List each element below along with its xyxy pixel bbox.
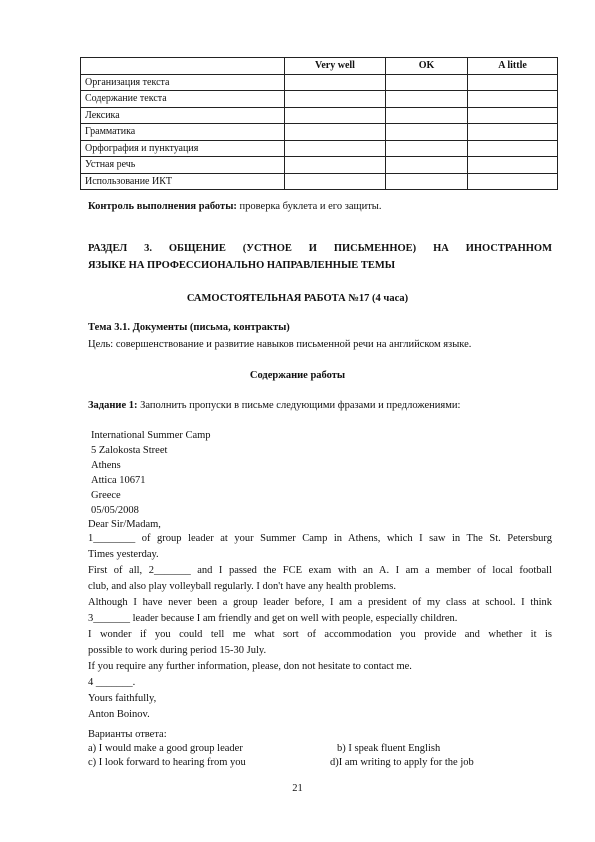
letter-paragraph-1-line1: 1________ of group leader at your Summer Camp in Athens, which I saw in The St. Petersburg bbox=[88, 533, 552, 544]
address-line: Greece bbox=[91, 490, 121, 501]
section-heading-line2: ЯЗЫКЕ НА ПРОФЕССИОНАЛЬНО НАПРАВЛЕННЫЕ ТЕМЫ bbox=[88, 260, 396, 271]
letter-closing: Yours faithfully, bbox=[88, 693, 157, 704]
control-label: Контроль выполнения работы: bbox=[88, 201, 237, 212]
table-row-label: Использование ИКТ bbox=[81, 173, 285, 190]
table-cell bbox=[386, 107, 468, 124]
table-cell bbox=[285, 91, 386, 108]
table-cell bbox=[386, 74, 468, 91]
letter-paragraph-2-line2: club, and also play volleyball regularly. I don't have any health problems. bbox=[88, 581, 396, 592]
table-row bbox=[81, 140, 558, 157]
letter-paragraph-1-line2: Times yesterday. bbox=[88, 549, 159, 560]
letter-paragraph-3-line2: 3_______ leader because I am friendly and get on well with people, especially children. bbox=[88, 613, 458, 624]
task-text: Заполнить пропуски в письме следующими фразами и предложениями: bbox=[137, 400, 461, 411]
table-row bbox=[81, 91, 558, 108]
control-line bbox=[88, 201, 382, 212]
table-row bbox=[81, 107, 558, 124]
table-cell bbox=[285, 173, 386, 190]
table-row bbox=[81, 173, 558, 190]
letter-paragraph-2-line1: First of all, 2_______ and I passed the FCE exam with an A. I am a member of local football bbox=[88, 565, 552, 576]
letter-date: 05/05/2008 bbox=[91, 505, 139, 516]
letter-paragraph-4-line2: possible to work during period 15-30 July. bbox=[88, 645, 267, 656]
table-cell bbox=[285, 107, 386, 124]
work-title: САМОСТОЯТЕЛЬНАЯ РАБОТА №17 (4 часа) bbox=[186, 293, 409, 304]
letter-signature-name: Anton Boinov. bbox=[88, 709, 150, 720]
task-label: Задание 1: bbox=[88, 400, 138, 411]
section-heading-line1: РАЗДЕЛ 3. ОБЩЕНИЕ (УСТНОЕ И ПИСЬМЕННОЕ) НА ИНОСТРАННОМ bbox=[88, 243, 552, 254]
control-text: проверка буклета и его защиты. bbox=[236, 201, 382, 212]
table-row bbox=[81, 124, 558, 141]
goal-line: Цель: совершенствование и развитие навыков письменной речи на английском языке. bbox=[88, 339, 472, 350]
table-row bbox=[81, 74, 558, 91]
table-cell bbox=[386, 124, 468, 141]
option-d: d)I am writing to apply for the job bbox=[330, 757, 474, 768]
option-c: c) I look forward to hearing from you bbox=[88, 757, 246, 768]
table-row-label: Грамматика bbox=[81, 124, 285, 141]
table-row bbox=[81, 157, 558, 174]
table-row-label: Содержание текста bbox=[81, 91, 285, 108]
table-header-row bbox=[81, 58, 558, 75]
letter-paragraph-4-line1: I wonder if you could tell me what sort of accommodation you provide and whether it is bbox=[88, 629, 552, 640]
option-b: b) I speak fluent English bbox=[337, 743, 441, 754]
table-cell bbox=[285, 124, 386, 141]
table-cell bbox=[468, 157, 558, 174]
table-cell bbox=[386, 140, 468, 157]
table-header-cell: Very well bbox=[285, 58, 386, 75]
table-row-label: Устная речь bbox=[81, 157, 285, 174]
letter-greeting: Dear Sir/Madam, bbox=[88, 519, 161, 530]
content-heading: Содержание работы bbox=[249, 370, 346, 381]
letter-paragraph-3-line1: Although I have never been a group leader before, I am a president of my class at school. I think bbox=[88, 597, 552, 608]
table-cell bbox=[285, 157, 386, 174]
table-row-label: Орфография и пунктуация bbox=[81, 140, 285, 157]
table-header-cell: OK bbox=[386, 58, 468, 75]
table-row-label: Лексика bbox=[81, 107, 285, 124]
table-row-label: Организация текста bbox=[81, 74, 285, 91]
topic-line: Тема 3.1. Документы (письма, контракты) bbox=[88, 322, 290, 333]
address-line: International Summer Camp bbox=[91, 430, 211, 441]
address-line: Athens bbox=[91, 460, 121, 471]
letter-paragraph-6: 4 _______. bbox=[88, 677, 136, 688]
table-cell bbox=[386, 157, 468, 174]
page-number: 21 bbox=[292, 783, 303, 794]
table-header-cell bbox=[81, 58, 285, 75]
table-cell bbox=[285, 74, 386, 91]
letter-paragraph-5: If you require any further information, please, don not hesitate to contact me. bbox=[88, 661, 412, 672]
table-cell bbox=[468, 91, 558, 108]
address-line: Attica 10671 bbox=[91, 475, 146, 486]
task-line bbox=[88, 400, 460, 411]
table-cell bbox=[285, 140, 386, 157]
table-cell bbox=[468, 173, 558, 190]
table-cell bbox=[386, 91, 468, 108]
option-a: a) I would make a good group leader bbox=[88, 743, 243, 754]
self-assessment-table bbox=[80, 57, 558, 190]
table-cell bbox=[386, 173, 468, 190]
address-line: 5 Zalokosta Street bbox=[91, 445, 168, 456]
table-cell bbox=[468, 140, 558, 157]
table-cell bbox=[468, 74, 558, 91]
table-cell bbox=[468, 107, 558, 124]
table-cell bbox=[468, 124, 558, 141]
options-heading: Варианты ответа: bbox=[88, 729, 167, 740]
table-header-cell: A little bbox=[468, 58, 558, 75]
